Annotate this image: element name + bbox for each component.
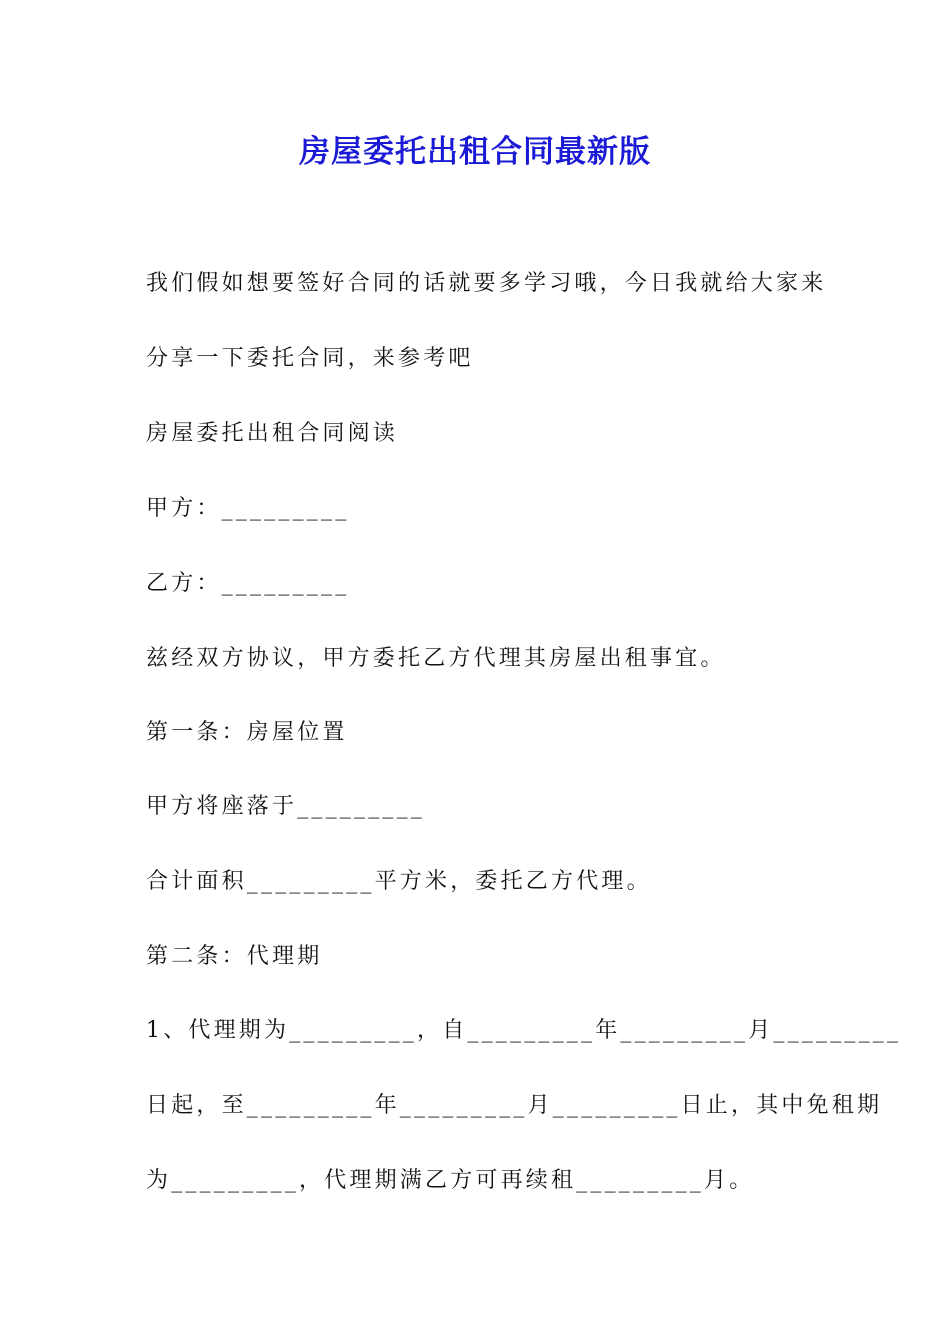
intro-line-1: 我们假如想要签好合同的话就要多学习哦，今日我就给大家来 — [146, 271, 827, 296]
article-2-term-line-2: 日起，至_________年_________月_________日止，其中免租期 — [146, 1093, 883, 1118]
article-1-area-line: 合计面积_________平方米，委托乙方代理。 — [146, 869, 652, 894]
party-a-line: 甲方：_________ — [146, 496, 350, 521]
agreement-statement: 兹经双方协议，甲方委托乙方代理其房屋出租事宜。 — [146, 646, 726, 671]
article-1-heading: 第一条：房屋位置 — [146, 720, 348, 745]
party-b-line: 乙方：_________ — [146, 571, 350, 596]
article-1-location-line: 甲方将座落于_________ — [146, 794, 426, 819]
section-heading-reading: 房屋委托出租合同阅读 — [146, 421, 399, 446]
article-2-heading: 第二条：代理期 — [146, 944, 323, 969]
article-2-term-line-3: 为_________，代理期满乙方可再续租_________月。 — [146, 1168, 755, 1193]
article-2-term-line-1: 1、代理期为_________，自_________年_________月_________ — [146, 1018, 902, 1043]
document-title: 房屋委托出租合同最新版 — [299, 134, 651, 170]
intro-line-2: 分享一下委托合同，来参考吧 — [146, 346, 474, 371]
